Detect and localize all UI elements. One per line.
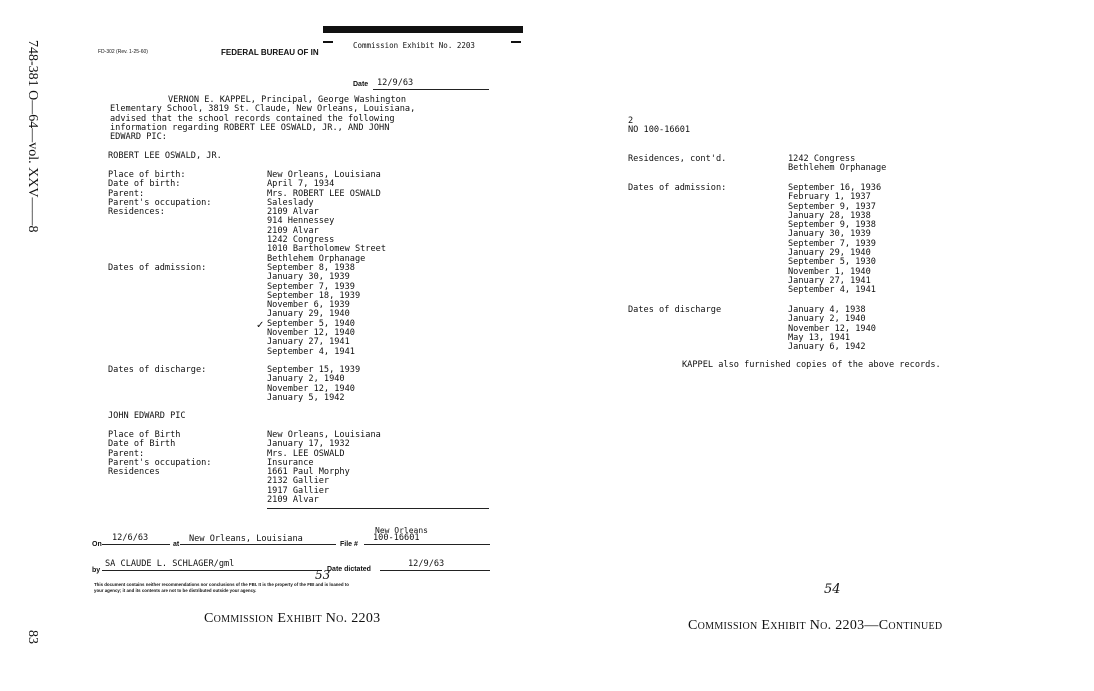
residences-values [788, 155, 886, 174]
admission-date: September 8, 1938 [267, 263, 355, 273]
field-label: Place of Birth [108, 430, 181, 440]
agency-header: FEDERAL BUREAU OF IN [221, 48, 319, 57]
stamp-mark-right [511, 41, 521, 43]
redaction-bar [323, 26, 523, 33]
by-value: SA CLAUDE L. SCHLAGER/gml [105, 559, 235, 569]
discharge-date: November 12, 1940 [267, 383, 355, 394]
dictated-rule [380, 570, 490, 571]
section-title: ROBERT LEE OSWALD, JR. [108, 151, 222, 161]
admission-date: September 5, 1930 [788, 257, 876, 268]
page-mark: 2 [628, 116, 634, 126]
admission-date: January 27, 1941 [788, 275, 871, 286]
section-end-rule [267, 508, 489, 509]
field-value: 914 Hennessey [267, 216, 335, 227]
discharge-date: September 15, 1939 [267, 365, 361, 375]
discharge-date: January 2, 1940 [267, 374, 345, 385]
section-title: JOHN EDWARD PIC [108, 411, 186, 421]
admission-dates [267, 264, 360, 357]
field-label: Parent's occupation: [108, 197, 212, 208]
discharge-date: November 12, 1940 [788, 323, 876, 334]
on-value: 12/6/63 [112, 533, 149, 543]
section1-values [267, 171, 386, 264]
field-value: 1917 Gallier [267, 485, 330, 496]
file-number: NO 100-16601 [628, 125, 691, 135]
date-label: Date [353, 81, 369, 88]
intro-line: Elementary School, 3819 St. Claude, New Orleans, Louisiana, [110, 104, 416, 115]
intro-line: advised that the school records contained the following [110, 113, 395, 124]
disclaimer-line: This document contains neither recommendations nor conclusions of the FBI. It is the property of the FBI and is loaned to [94, 582, 349, 587]
field-label: Residences: [108, 207, 165, 218]
discharge-date: January 5, 1942 [267, 392, 345, 403]
section1-labels [108, 171, 211, 217]
discharge-dates [267, 366, 360, 403]
admission-date: September 7, 1939 [267, 281, 355, 292]
exhibit-stamp: Commission Exhibit No. 2203 [353, 41, 475, 50]
discharge-date: January 2, 1940 [788, 314, 866, 325]
residence: 1242 Congress [788, 154, 856, 164]
by-label: by [92, 567, 101, 574]
admission-date: February 1, 1937 [788, 192, 871, 203]
intro-line: VERNON E. KAPPEL, Principal, George Washington [168, 95, 406, 105]
file-label: File # [340, 541, 358, 548]
field-value: 1010 Bartholomew Street [267, 244, 386, 255]
field-label: Parent: [108, 448, 145, 459]
check-mark: ✓ [256, 320, 265, 331]
discharge-date: January 6, 1942 [788, 342, 866, 353]
field-value: 2109 Alvar [267, 207, 319, 218]
admission-date: January 30, 1939 [267, 272, 350, 283]
date-rule [373, 89, 489, 90]
field-label: Residences [108, 467, 160, 478]
field-value: Insurance [267, 457, 314, 468]
discharge-date: January 4, 1938 [788, 305, 866, 315]
page-number: 83 [25, 630, 40, 644]
discharge-dates [788, 306, 876, 352]
disclaimer [94, 582, 349, 594]
field-label: Place of birth: [108, 170, 186, 180]
at-value: New Orleans, Louisiana [189, 534, 303, 544]
discharge-date: May 13, 1941 [788, 332, 851, 343]
field-label: Date of Birth [108, 439, 176, 450]
file-rule [364, 544, 490, 545]
dictated-label: Date dictated [327, 566, 371, 573]
field-value: 1661 Paul Morphy [267, 467, 350, 478]
admission-date: November 12, 1940 [267, 328, 355, 339]
intro-line: EDWARD PIC: [110, 132, 167, 143]
admission-date: September 9, 1938 [788, 220, 876, 231]
field-value: January 17, 1932 [267, 439, 350, 450]
discharge-label: Dates of discharge [628, 305, 722, 315]
dictated-value: 12/9/63 [408, 559, 445, 569]
at-rule [180, 544, 336, 545]
admission-label: Dates of admission: [628, 183, 727, 193]
admission-date: January 29, 1940 [267, 309, 350, 320]
admission-date: November 6, 1939 [267, 300, 350, 311]
stamp-mark [323, 41, 333, 43]
admission-date: January 29, 1940 [788, 248, 871, 259]
section2-values [267, 431, 381, 505]
admission-date: September 7, 1939 [788, 238, 876, 249]
field-value: 2109 Alvar [267, 495, 319, 506]
field-value: New Orleans, Louisiana [267, 430, 381, 440]
field-value: April 7, 1934 [267, 179, 335, 190]
discharge-label: Dates of discharge: [108, 365, 207, 375]
by-rule [102, 570, 322, 571]
handwritten-page-number: 53 [315, 568, 331, 582]
field-value: Bethlehem Orphanage [267, 253, 366, 264]
on-label: On [92, 541, 102, 548]
intro-paragraph [110, 96, 415, 142]
admission-date: September 5, 1940 [267, 318, 355, 329]
admission-dates [788, 184, 881, 296]
field-value: Saleslady [267, 197, 314, 208]
disclaimer-line: your agency; it and its contents are not to be distributed outside your agency. [94, 588, 257, 593]
section2-labels [108, 431, 211, 477]
field-label: Parent: [108, 188, 145, 199]
residences-label: Residences, cont'd. [628, 154, 727, 164]
exhibit-caption: Commission Exhibit No. 2203—Continued [688, 618, 943, 633]
closing-statement: KAPPEL also furnished copies of the above records. [682, 360, 941, 370]
admission-date: January 30, 1939 [788, 229, 871, 240]
field-value: 2109 Alvar [267, 225, 319, 236]
field-value: Mrs. LEE OSWALD [267, 448, 345, 459]
field-label: Parent's occupation: [108, 457, 212, 468]
file-number: 100-16601 [373, 533, 420, 543]
admission-date: September 4, 1941 [788, 285, 876, 296]
form-number: FD-302 (Rev. 1-25-60) [98, 49, 148, 55]
field-value: New Orleans, Louisiana [267, 170, 381, 180]
at-label: at [173, 541, 180, 548]
residence: Bethlehem Orphanage [788, 163, 887, 174]
volume-reference: 748-381 O—64—vol. XXV——8 [25, 40, 40, 233]
admission-date: September 4, 1941 [267, 346, 355, 357]
admission-date: January 28, 1938 [788, 210, 871, 221]
on-rule [102, 544, 170, 545]
file-office: New Orleans [375, 526, 428, 535]
admission-date: September 9, 1937 [788, 201, 876, 212]
field-value: 2132 Gallier [267, 476, 330, 487]
admission-date: September 18, 1939 [267, 290, 361, 301]
admission-date: January 27, 1941 [267, 337, 350, 348]
handwritten-page-number: 54 [824, 582, 841, 597]
exhibit-caption: Commission Exhibit No. 2203 [204, 611, 381, 626]
field-value: Mrs. ROBERT LEE OSWALD [267, 188, 381, 199]
field-label: Date of birth: [108, 179, 181, 190]
admission-label: Dates of admission: [108, 263, 207, 273]
field-value: 1242 Congress [267, 235, 335, 246]
admission-date: November 1, 1940 [788, 266, 871, 277]
admission-date: September 16, 1936 [788, 183, 882, 193]
date-value: 12/9/63 [377, 78, 414, 88]
intro-line: information regarding ROBERT LEE OSWALD, JR., AND JOHN [110, 122, 390, 133]
